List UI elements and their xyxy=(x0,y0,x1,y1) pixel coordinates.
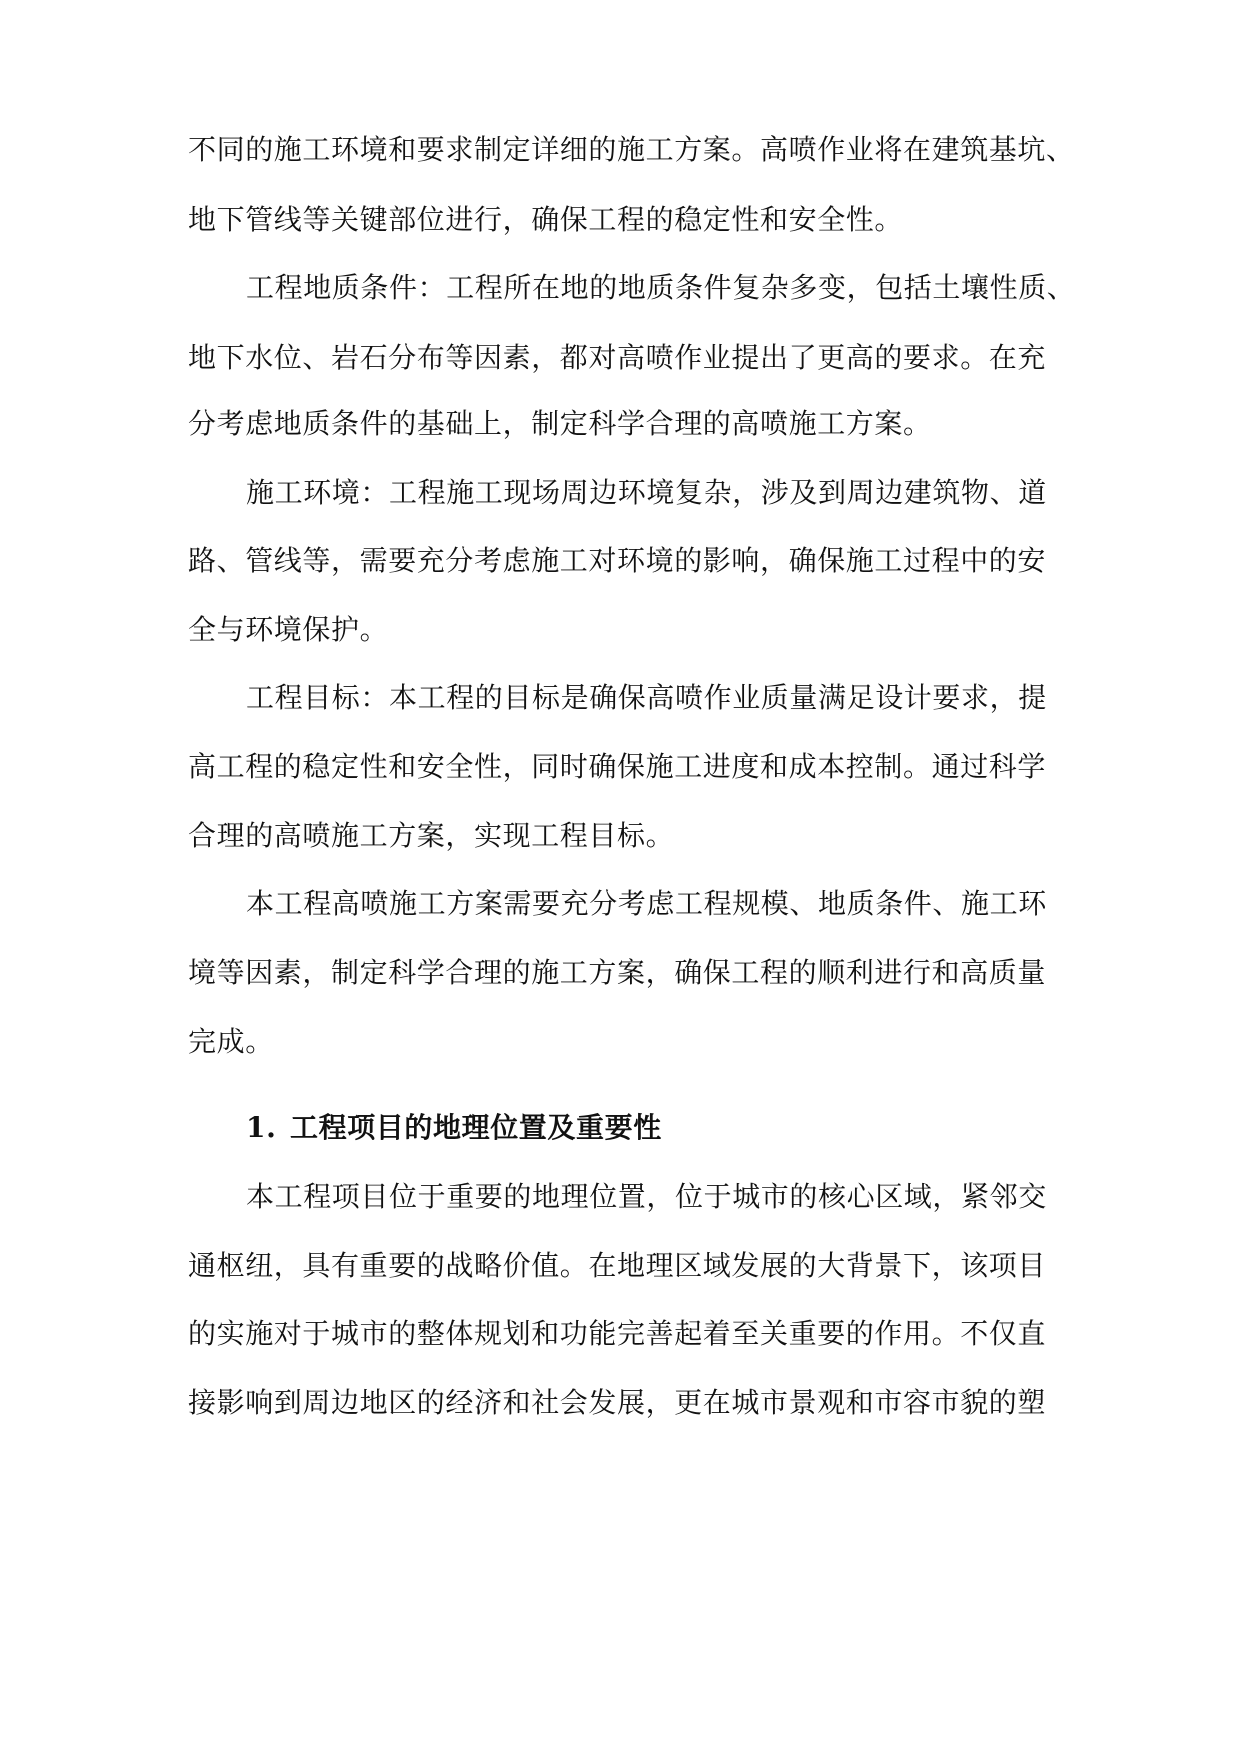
paragraph-line: 工程目标：本工程的目标是确保高喷作业质量满足设计要求，提 xyxy=(246,681,1047,714)
paragraph-line: 合理的高喷施工方案，实现工程目标。 xyxy=(188,819,675,852)
paragraph-line: 路、管线等，需要充分考虑施工对环境的影响，确保施工过程中的安 xyxy=(188,544,1047,577)
paragraph-line: 接影响到周边地区的经济和社会发展，更在城市景观和市容市貌的塑 xyxy=(188,1386,1047,1419)
paragraph-line: 分考虑地质条件的基础上，制定科学合理的高喷施工方案。 xyxy=(188,407,932,440)
paragraph-line: 地下水位、岩石分布等因素，都对高喷作业提出了更高的要求。在充 xyxy=(188,341,1047,374)
paragraph-line: 境等因素，制定科学合理的施工方案，确保工程的顺利进行和高质量 xyxy=(188,956,1047,989)
paragraph-line: 的实施对于城市的整体规划和功能完善起着至关重要的作用。不仅直 xyxy=(188,1317,1047,1350)
paragraph-line: 本工程项目位于重要的地理位置，位于城市的核心区域，紧邻交 xyxy=(246,1180,1047,1213)
section-number: 1. xyxy=(246,1111,277,1144)
paragraph-line: 不同的施工环境和要求制定详细的施工方案。高喷作业将在建筑基坑、 xyxy=(188,133,1075,166)
paragraph-line: 高工程的稳定性和安全性，同时确保施工进度和成本控制。通过科学 xyxy=(188,750,1047,783)
paragraph-line: 工程地质条件：工程所在地的地质条件复杂多变，包括土壤性质、 xyxy=(246,271,1076,304)
paragraph-line: 本工程高喷施工方案需要充分考虑工程规模、地质条件、施工环 xyxy=(246,887,1047,920)
paragraph-line: 通枢纽，具有重要的战略价值。在地理区域发展的大背景下，该项目 xyxy=(188,1249,1047,1282)
paragraph-line: 全与环境保护。 xyxy=(188,613,389,646)
paragraph-line: 完成。 xyxy=(188,1025,274,1058)
paragraph-line: 施工环境：工程施工现场周边环境复杂，涉及到周边建筑物、道 xyxy=(246,476,1047,509)
section-heading xyxy=(246,1108,662,1148)
paragraph-line: 地下管线等关键部位进行，确保工程的稳定性和安全性。 xyxy=(188,203,904,236)
section-title: 工程项目的地理位置及重要性 xyxy=(290,1111,662,1144)
